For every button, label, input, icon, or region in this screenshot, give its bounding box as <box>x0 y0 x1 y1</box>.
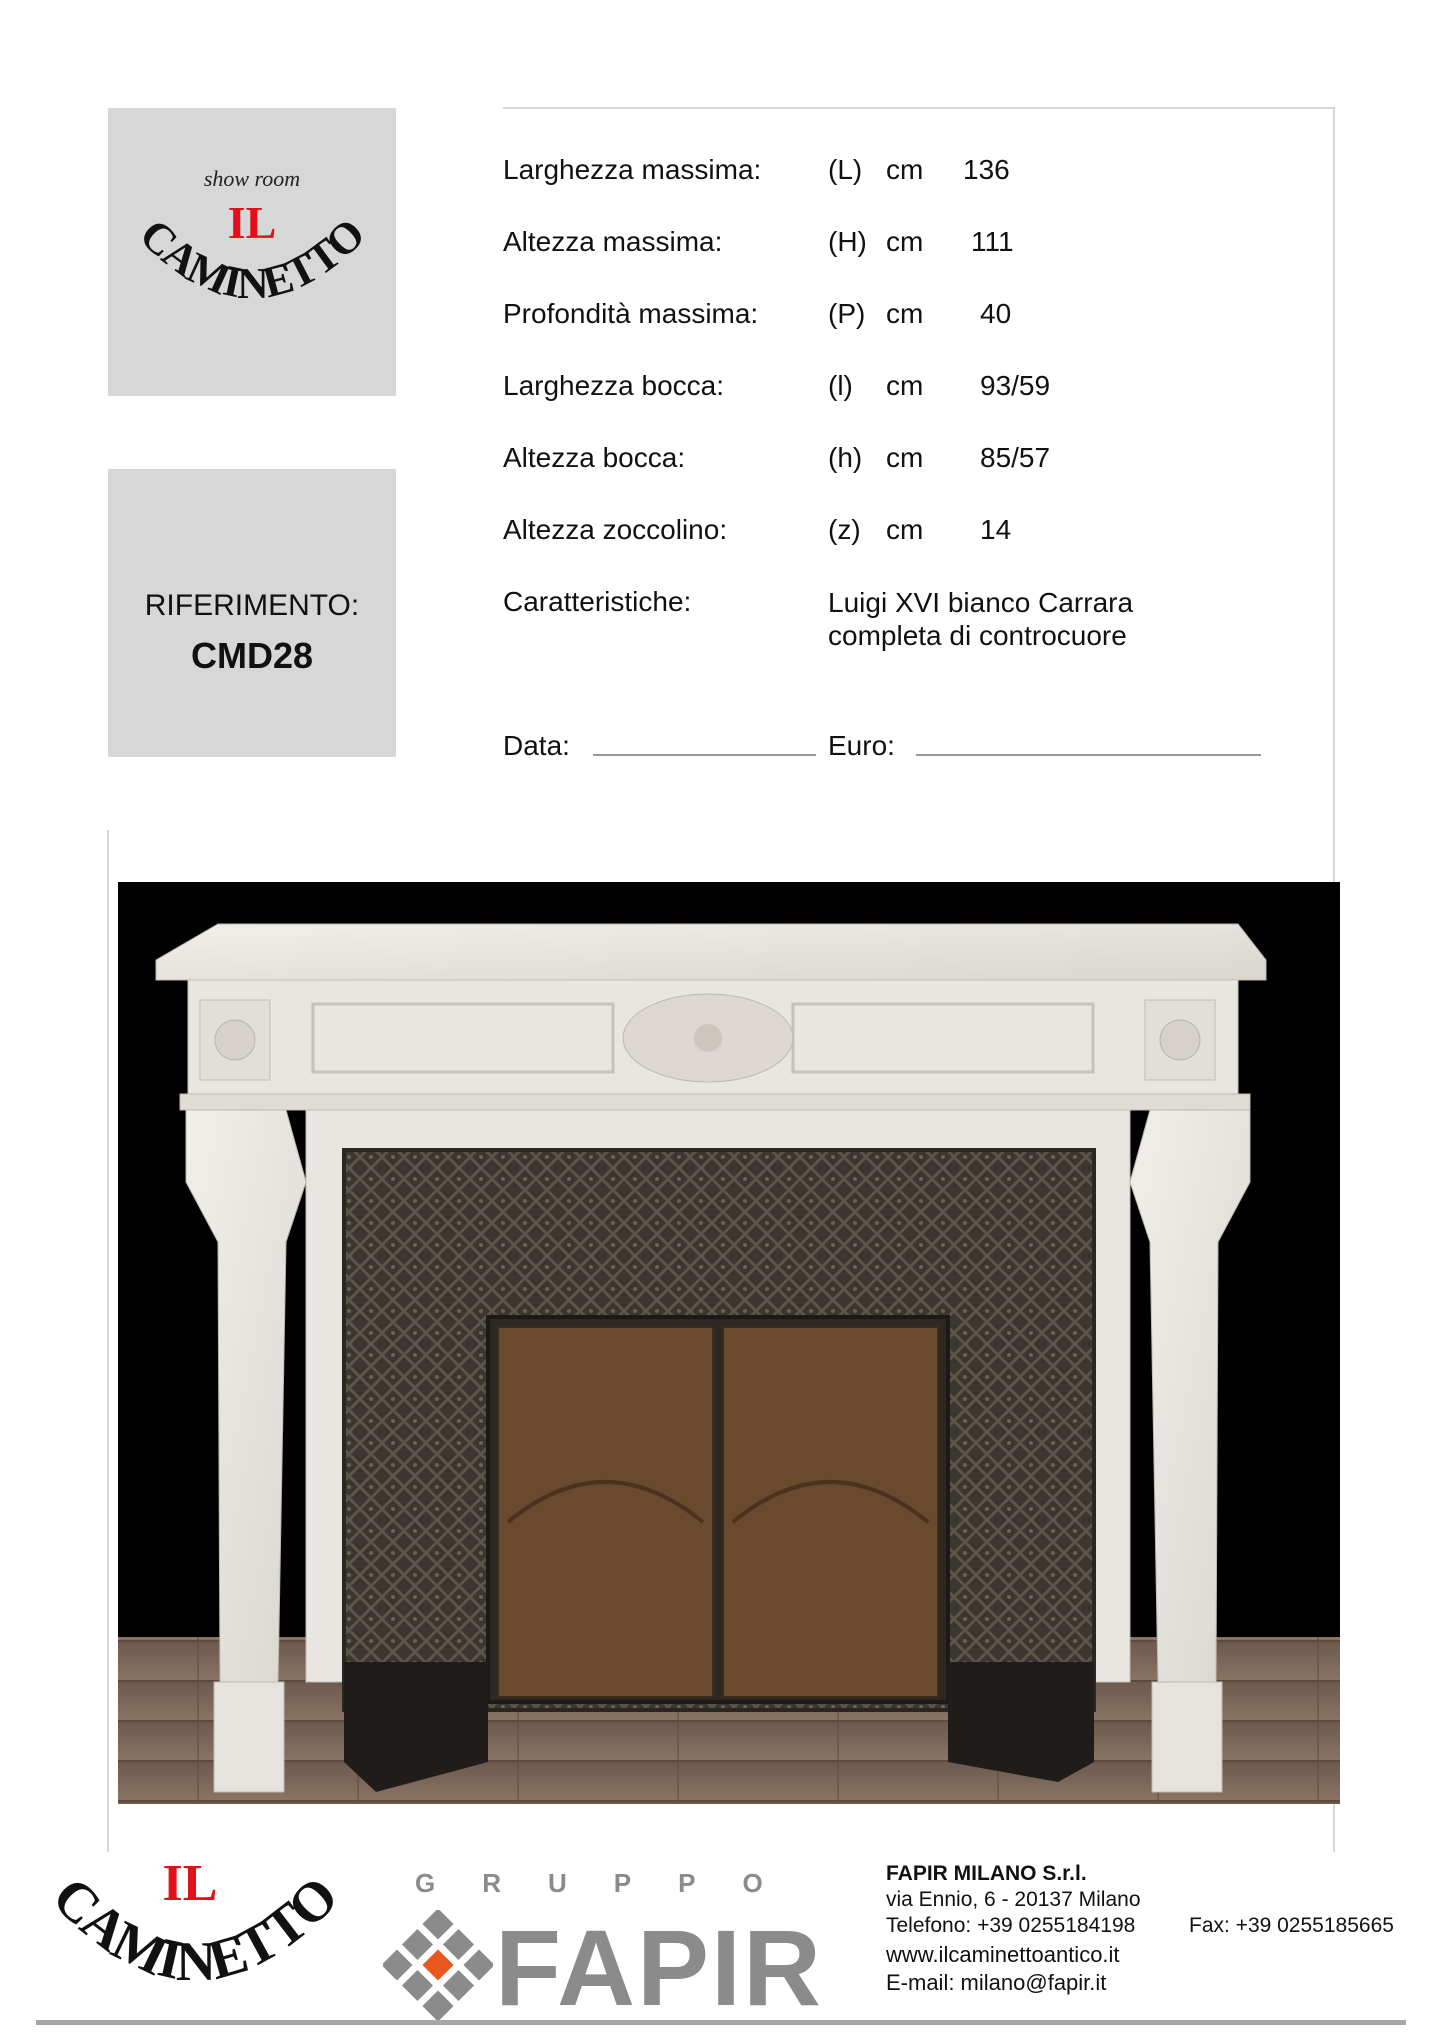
logo-il: IL <box>227 197 277 248</box>
spec-unit: cm <box>886 154 924 185</box>
svg-text:CAMINETTO <box>130 210 373 309</box>
fireback-panel-left <box>498 1327 713 1697</box>
spec-value: 40 <box>980 298 1012 329</box>
spec-code: (z) <box>828 514 861 545</box>
company-address: via Ennio, 6 - 20137 Milano <box>886 1888 1141 1911</box>
fapir-diamond-icon <box>383 1910 493 2020</box>
spec-code: (l) <box>828 370 853 401</box>
gruppo-text: GRUPPO <box>415 1868 810 1898</box>
date-field[interactable] <box>593 754 816 756</box>
reference-code: CMD28 <box>190 635 314 676</box>
spec-label: Larghezza massima: <box>503 154 762 185</box>
left-rule <box>107 830 109 1852</box>
top-rule <box>503 107 1335 109</box>
spec-unit: cm <box>886 514 924 545</box>
footer-il-text: IL <box>162 1855 218 1912</box>
fireplace-illustration <box>118 882 1340 1804</box>
footer-caminetto-text: CAMINETTO <box>40 1865 350 1994</box>
characteristics-label: Caratteristiche: <box>503 586 692 617</box>
caminetto-text: CAMINETTO <box>130 209 374 309</box>
company-website[interactable]: www.ilcaminettoantico.it <box>886 1942 1120 1967</box>
spec-unit: cm <box>886 442 924 473</box>
spec-value: 111 <box>971 226 1014 257</box>
euro-field[interactable] <box>916 754 1261 756</box>
spec-label: Altezza massima: <box>503 226 723 257</box>
company-name: FAPIR MILANO S.r.l. <box>886 1862 1087 1885</box>
spec-value: 85/57 <box>980 442 1051 473</box>
spec-label: Altezza zoccolino: <box>503 514 728 545</box>
spec-value: 14 <box>980 514 1012 545</box>
fireback-panel-right <box>723 1327 938 1697</box>
spec-unit: cm <box>886 298 924 329</box>
showroom-logo <box>108 108 396 396</box>
characteristics-line-2: completa di controcuore <box>828 620 1127 651</box>
spec-code: (L) <box>828 154 863 185</box>
spec-label: Altezza bocca: <box>503 442 686 473</box>
spec-value: 136 <box>963 154 1010 185</box>
footer-caminetto-logo <box>30 1850 360 2020</box>
spec-label: Larghezza bocca: <box>503 370 725 401</box>
showroom-text: show room <box>203 166 301 191</box>
caminetto-arc-text <box>108 108 396 396</box>
spec-code: (P) <box>828 298 866 329</box>
reference-label: RIFERIMENTO: <box>144 589 360 622</box>
spec-unit: cm <box>886 370 924 401</box>
fireplace-photo <box>118 882 1340 1804</box>
spec-label: Profondità massima: <box>503 298 759 329</box>
company-email[interactable]: E-mail: milano@fapir.it <box>886 1970 1107 1995</box>
company-phone: Telefono: +39 0255184198 <box>886 1914 1136 1937</box>
fapir-wordmark: FAPIR <box>495 1907 824 2028</box>
spec-code: (H) <box>828 226 867 257</box>
reference-box <box>108 469 396 757</box>
spec-code: (h) <box>828 442 863 473</box>
spec-value: 93/59 <box>980 370 1051 401</box>
company-fax: Fax: +39 0255185665 <box>1189 1914 1394 1937</box>
characteristics-line-1: Luigi XVI bianco Carrara <box>828 587 1134 618</box>
spec-unit: cm <box>886 226 924 257</box>
mantel-shelf <box>156 924 1266 980</box>
